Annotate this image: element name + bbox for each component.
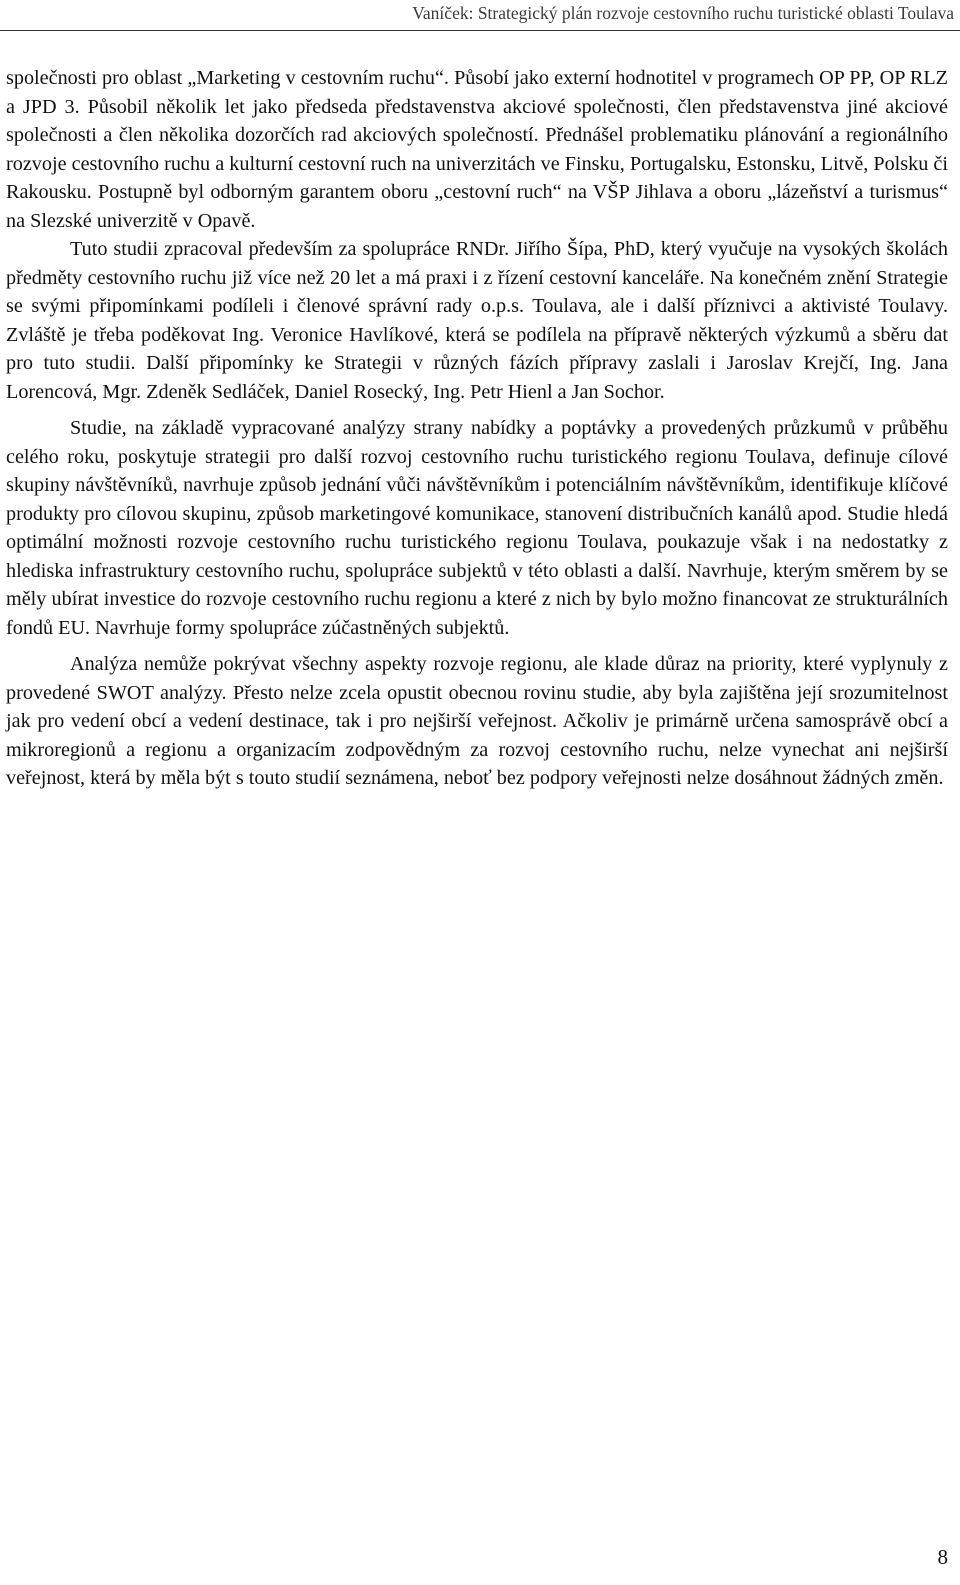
header-divider <box>0 30 960 31</box>
running-header-title: Vaníček: Strategický plán rozvoje cestovního ruchu turistické oblasti Toulava <box>412 3 954 23</box>
body-paragraph: společnosti pro oblast „Marketing v cestovním ruchu“. Působí jako externí hodnotitel v programech OP PP, OP RLZ a JPD 3. Působil několik let jako předseda představenstva akciové společnosti, člen představenstva jiné akciové společnosti a člen několika dozorčích rad akciových společností. Přednášel problematiku plánování a regionálního rozvoje cestovního ruchu a kulturní cestovní ruch na univerzitách ve Finsku, Portugalsku, Estonsku, Litvě, Polsku či Rakousku. Postupně byl odborným garantem oboru „cestovní ruch“ na VŠP Jihlava a oboru „lázeňství a turismus“ na Slezské univerzitě v Opavě. <box>6 67 948 232</box>
page-header <box>0 0 960 30</box>
body-paragraph: Analýza nemůže pokrývat všechny aspekty rozvoje regionu, ale klade důraz na priority, které vyplynuly z provedené SWOT analýzy. Přesto nelze zcela opustit obecnou rovinu studie, aby byla zajištěna její srozumitelnost jak pro vedení obcí a vedení destinace, tak i pro nejširší veřejnost. Ačkoliv je primárně určena samosprávě obcí a mikroregionů a regionu a organizacím zodpovědným za rozvoj cestovního ruchu, nelze vynechat ani nejširší veřejnost, která by měla být s touto studií seznámena, neboť bez podpory veřejnosti nelze dosáhnout žádných změn. <box>6 653 948 789</box>
body-paragraph: Studie, na základě vypracované analýzy strany nabídky a poptávky a provedených průzkumů v průběhu celého roku, poskytuje strategii pro další rozvoj cestovního ruchu turistického regionu Toulava, definuje cílové skupiny návštěvníků, navrhuje způsob jednání vůči návštěvníkům i potenciálním návštěvníkům, identifikuje klíčové produkty pro cílovou skupinu, způsob marketingové komunikace, stanovení distribučních kanálů apod. Studie hledá optimální možnosti rozvoje cestovního ruchu turistického regionu Toulava, poukazuje však i na nedostatky z hlediska infrastruktury cestovního ruchu, spolupráce subjektů v této oblasti a další. Navrhuje, kterým směrem by se měly ubírat investice do rozvoje cestovního ruchu regionu a které z nich by bylo možno financovat ze strukturálních fondů EU. Navrhuje formy spolupráce zúčastněných subjektů. <box>6 417 948 639</box>
document-body <box>6 64 948 793</box>
body-paragraph: Tuto studii zpracoval především za spolupráce RNDr. Jiřího Šípa, PhD, který vyučuje na vysokých školách předměty cestovního ruchu již více než 20 let a má praxi i z řízení cestovní kanceláře. Na konečném znění Strategie se svými připomínkami podíleli i členové správní rady o.p.s. Toulava, ale i další příznivci a aktivisté Toulavy. Zvláště je třeba poděkovat Ing. Veronice Havlíkové, která se podílela na přípravě některých výzkumů a sběru dat pro tuto studii. Další připomínky ke Strategii v různých fázích přípravy zaslali i Jaroslav Krejčí, Ing. Jana Lorencová, Mgr. Zdeněk Sedláček, Daniel Rosecký, Ing. Petr Hienl a Jan Sochor. <box>6 238 948 403</box>
page-number: 8 <box>937 1545 948 1569</box>
